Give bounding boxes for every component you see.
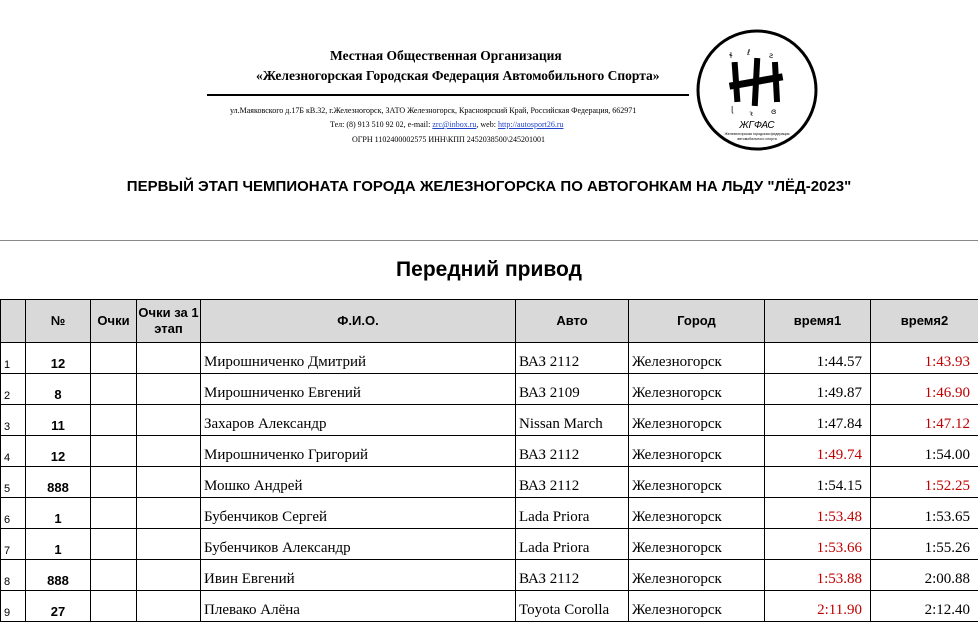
col-stage-points-header: Очки за 1 этап — [137, 300, 201, 343]
cell-number: 27 — [26, 591, 91, 622]
cell-points — [91, 498, 137, 529]
cell-stage-points — [137, 467, 201, 498]
logo-text: ЖГФАС — [738, 120, 775, 131]
cell-auto: ВАЗ 2112 — [516, 436, 629, 467]
table-row — [1, 498, 978, 529]
table-row — [1, 374, 978, 405]
svg-text:ɭ: ɭ — [731, 105, 734, 114]
letterhead — [0, 0, 978, 240]
table-row — [1, 467, 978, 498]
org-name-line2: «Железногорская Городская Федерация Автомобильного Спорта» — [256, 68, 660, 84]
letterhead-divider — [207, 94, 689, 96]
table-row — [1, 591, 978, 622]
cell-number: 12 — [26, 436, 91, 467]
cell-city: Железногорск — [629, 498, 765, 529]
website-link[interactable]: http://autosport26.ru — [498, 120, 564, 129]
svg-text:ɬ: ɬ — [729, 51, 733, 60]
cell-stage-points — [137, 405, 201, 436]
row-number: 1 — [1, 343, 26, 374]
table-row — [1, 436, 978, 467]
cell-points — [91, 560, 137, 591]
web-prefix: , web: — [476, 120, 498, 129]
federation-logo — [695, 28, 819, 152]
cell-points — [91, 343, 137, 374]
cell-time1: 1:47.84 — [765, 405, 871, 436]
email-link[interactable]: zrc@inbox.ru — [432, 120, 476, 129]
cell-name: Мошко Андрей — [201, 467, 516, 498]
cell-name: Плевако Алёна — [201, 591, 516, 622]
org-registration: ОГРН 1102400002575 ИНН\КПП 2452038500\245201001 — [352, 135, 545, 144]
cell-stage-points — [137, 591, 201, 622]
cell-time1: 1:53.48 — [765, 498, 871, 529]
cell-name: Бубенчиков Сергей — [201, 498, 516, 529]
cell-city: Железногорск — [629, 529, 765, 560]
cell-time1: 1:54.15 — [765, 467, 871, 498]
cell-points — [91, 529, 137, 560]
cell-name: Ивин Евгений — [201, 560, 516, 591]
cell-points — [91, 467, 137, 498]
table-row — [1, 343, 978, 374]
cell-city: Железногорск — [629, 374, 765, 405]
cell-auto: ВАЗ 2112 — [516, 343, 629, 374]
col-auto-header: Авто — [516, 300, 629, 343]
cell-points — [91, 591, 137, 622]
cell-time1: 1:49.74 — [765, 436, 871, 467]
cell-time1: 1:53.88 — [765, 560, 871, 591]
section-title: Передний привод — [0, 241, 978, 300]
cell-time1: 1:49.87 — [765, 374, 871, 405]
row-number: 7 — [1, 529, 26, 560]
org-contacts — [330, 120, 564, 129]
cell-auto: ВАЗ 2112 — [516, 560, 629, 591]
cell-time1: 1:53.66 — [765, 529, 871, 560]
col-points-header: Очки — [91, 300, 137, 343]
row-number-header — [1, 300, 26, 343]
cell-stage-points — [137, 560, 201, 591]
svg-text:Железногорская городская федер: Железногорская городская федерация — [724, 132, 789, 136]
svg-text:ƨ: ƨ — [769, 51, 773, 60]
cell-city: Железногорск — [629, 436, 765, 467]
col-time1-header: время1 — [765, 300, 871, 343]
table-row — [1, 529, 978, 560]
cell-points — [91, 374, 137, 405]
org-name-line1: Местная Общественная Организация — [330, 48, 562, 64]
cell-number: 1 — [26, 498, 91, 529]
cell-time2: 1:52.25 — [871, 467, 978, 498]
col-time2-header: время2 — [871, 300, 978, 343]
svg-text:ɞ: ɞ — [771, 107, 776, 116]
cell-city: Железногорск — [629, 560, 765, 591]
col-name-header: Ф.И.О. — [201, 300, 516, 343]
cell-stage-points — [137, 529, 201, 560]
cell-time2: 1:54.00 — [871, 436, 978, 467]
cell-number: 1 — [26, 529, 91, 560]
cell-number: 888 — [26, 560, 91, 591]
cell-auto: Toyota Corolla — [516, 591, 629, 622]
cell-stage-points — [137, 436, 201, 467]
cell-auto: Nissan March — [516, 405, 629, 436]
cell-city: Железногорск — [629, 343, 765, 374]
row-number: 4 — [1, 436, 26, 467]
cell-city: Железногорск — [629, 591, 765, 622]
cell-time2: 1:53.65 — [871, 498, 978, 529]
row-number: 9 — [1, 591, 26, 622]
cell-name: Мирошниченко Дмитрий — [201, 343, 516, 374]
cell-auto: Lada Priora — [516, 498, 629, 529]
event-title: ПЕРВЫЙ ЭТАП ЧЕМПИОНАТА ГОРОДА ЖЕЛЕЗНОГОРСКА ПО АВТОГОНКАМ НА ЛЬДУ "ЛЁД-2023" — [0, 178, 978, 195]
row-number: 5 — [1, 467, 26, 498]
svg-text:ℓ: ℓ — [746, 48, 750, 57]
row-number: 6 — [1, 498, 26, 529]
cell-auto: Lada Priora — [516, 529, 629, 560]
cell-time2: 1:55.26 — [871, 529, 978, 560]
results-sheet — [0, 240, 978, 602]
cell-stage-points — [137, 374, 201, 405]
cell-name: Мирошниченко Евгений — [201, 374, 516, 405]
cell-points — [91, 436, 137, 467]
cell-city: Железногорск — [629, 405, 765, 436]
cell-city: Железногорск — [629, 467, 765, 498]
cell-number: 11 — [26, 405, 91, 436]
svg-text:ꝛ: ꝛ — [749, 109, 753, 118]
cell-name: Захаров Александр — [201, 405, 516, 436]
org-address: ул.Маяковского д.17Б кВ.32, г.Железногорск, ЗАТО Железногорск, Красноярский Край, Российская Федерация, 662971 — [230, 106, 636, 115]
cell-auto: ВАЗ 2109 — [516, 374, 629, 405]
cell-points — [91, 405, 137, 436]
svg-text:автомобильного спорта: автомобильного спорта — [737, 137, 776, 141]
row-number: 8 — [1, 560, 26, 591]
cell-time2: 1:43.93 — [871, 343, 978, 374]
cell-auto: ВАЗ 2112 — [516, 467, 629, 498]
results-table — [0, 299, 978, 622]
cell-time1: 2:11.90 — [765, 591, 871, 622]
cell-number: 888 — [26, 467, 91, 498]
cell-time1: 1:44.57 — [765, 343, 871, 374]
row-number: 2 — [1, 374, 26, 405]
cell-stage-points — [137, 498, 201, 529]
row-number: 3 — [1, 405, 26, 436]
col-city-header: Город — [629, 300, 765, 343]
cell-stage-points — [137, 343, 201, 374]
cell-number: 12 — [26, 343, 91, 374]
cell-number: 8 — [26, 374, 91, 405]
cell-time2: 1:47.12 — [871, 405, 978, 436]
cell-time2: 1:46.90 — [871, 374, 978, 405]
contacts-prefix: Тел: (8) 913 510 92 02, e-mail: — [330, 120, 432, 129]
table-row — [1, 560, 978, 591]
cell-time2: 2:12.40 — [871, 591, 978, 622]
cell-name: Мирошниченко Григорий — [201, 436, 516, 467]
cell-name: Бубенчиков Александр — [201, 529, 516, 560]
col-number-header: № — [26, 300, 91, 343]
table-header-row — [1, 300, 978, 343]
cell-time2: 2:00.88 — [871, 560, 978, 591]
table-row — [1, 405, 978, 436]
